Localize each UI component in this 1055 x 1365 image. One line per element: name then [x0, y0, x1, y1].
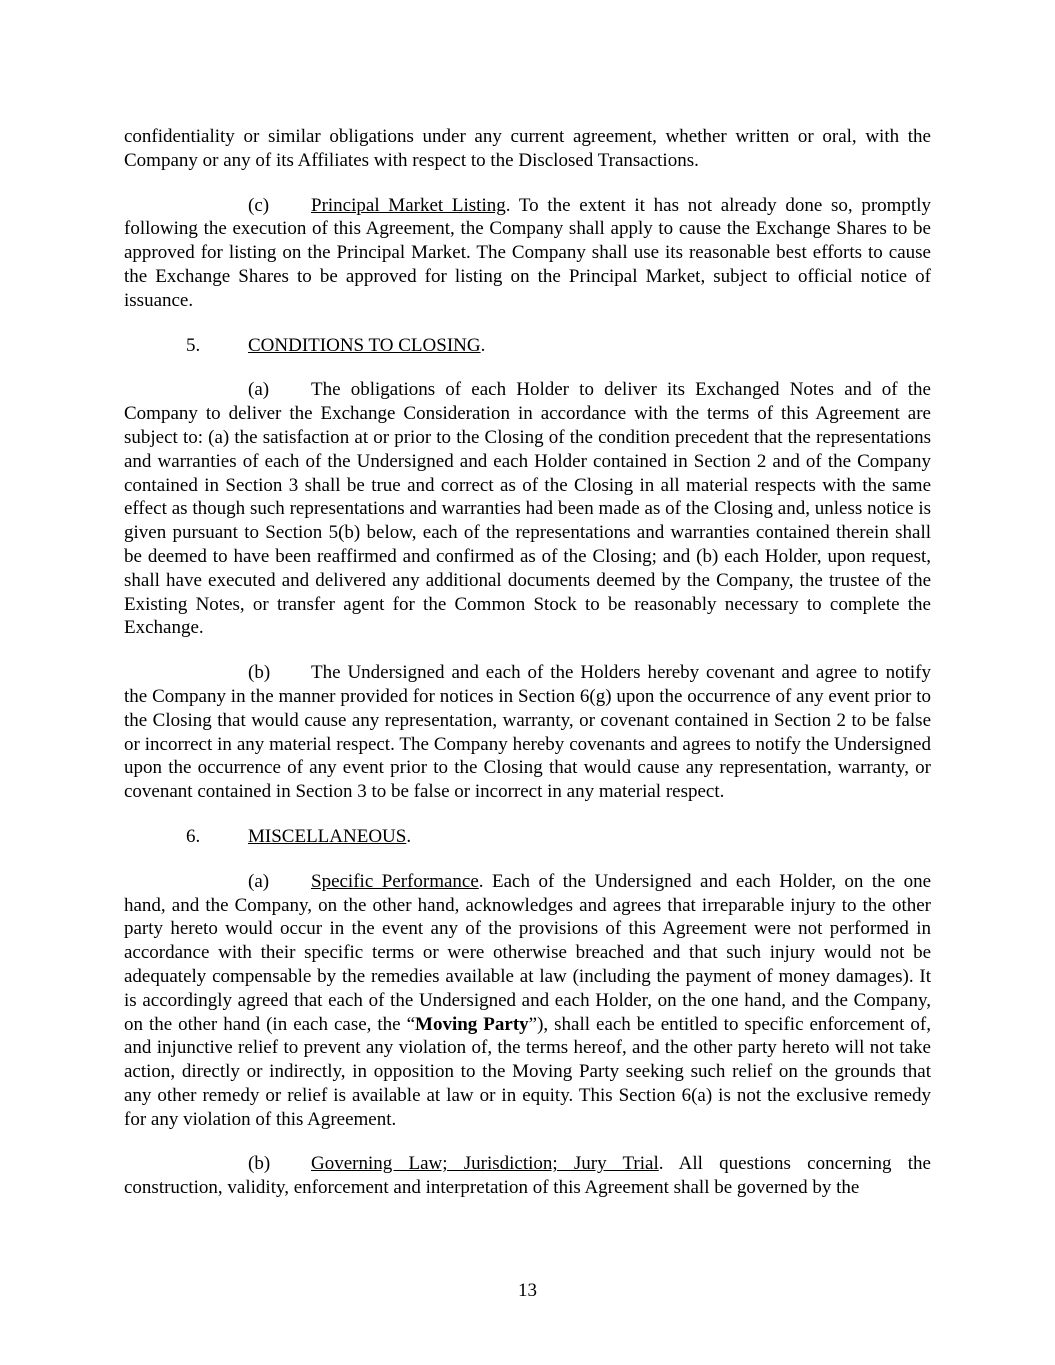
moving-party-term: Moving Party: [415, 1013, 529, 1035]
document-body: [124, 125, 931, 1200]
page-number: 13: [518, 1280, 537, 1301]
section-6a-text-1: . Each of the Undersigned and each Holder, on the one hand, and the Company, on the other hand, acknowledges and agrees that irreparable injury to the other party hereto would occur in the event any of the provisions of this Agreement were not performed in accordance with their specific terms or were otherwise breached and that such injury would not be adequately compensable by the remedies available at law (including the payment of money damages). It is accordingly agreed that each of the Undersigned and each Holder, on the one hand, and the Company, on the other hand (in each case, the “: [124, 870, 932, 1035]
section-5a-label: (a): [248, 379, 270, 401]
section-6b-label: (b): [248, 1153, 271, 1175]
section-4c-text: . To the extent it has not already done so, promptly following the execution of this Agreement, the Company shall apply to cause the Exchange Shares to be approved for listing on the Principal Market. The Company shall use its reasonable best efforts to cause the Exchange Shares to be approved for listing on the Principal Market, subject to official notice of issuance.: [124, 194, 931, 311]
section-6-heading: [124, 825, 931, 849]
section-6a-text-2: ”), shall each be entitled to specific enforcement of, and injunctive relief to prevent any violation of, the terms hereof, and the other party hereto will not take action, directly or indirectly, in opposition to the Moving Party seeking such relief on the grounds that any other remedy or relief is available at law or in equity. This Section 6(a) is not the exclusive remedy for any violation of this Agreement.: [124, 1013, 931, 1130]
section-5-number: 5.: [186, 334, 201, 356]
section-4c-paragraph: [124, 194, 931, 313]
section-6-number: 6.: [186, 825, 201, 847]
continued-paragraph: confidentiality or similar obligations under any current agreement, whether written or oral, with the Company or any of its Affiliates with respect to the Disclosed Transactions.: [124, 126, 931, 171]
section-5b-label: (b): [248, 662, 271, 684]
section-6-title: MISCELLANEOUS: [248, 825, 407, 847]
section-6b-text: . All questions concerning the construction, validity, enforcement and interpretation of this Agreement shall be governed by the: [124, 1153, 931, 1199]
section-6b-title: Governing Law; Jurisdiction; Jury Trial: [311, 1153, 659, 1175]
section-4c-title: Principal Market Listing: [311, 194, 506, 216]
section-5a-text: The obligations of each Holder to deliver its Exchanged Notes and of the Company to deliver the Exchange Consideration in accordance with the terms of this Agreement are subject to: (a) the satisfaction at or prior to the Closing of the condition precedent that the representations and warranties of each of the Undersigned and each Holder contained in Section 2 and of the Company contained in Section 3 shall be true and correct as of the Closing in all material respects with the same effect as though such representations and warranties had been made as of the Closing and, unless notice is given pursuant to Section 5(b) below, each of the representations and warranties contained therein shall be deemed to have been reaffirmed and confirmed as of the Closing; and (b) each Holder, upon request, shall have executed and delivered any additional documents deemed by the Company, the trustee of the Existing Notes, or transfer agent for the Common Stock to be reasonably necessary to complete the Exchange.: [124, 379, 931, 639]
section-4c-label: (c): [248, 194, 270, 216]
section-6a-title: Specific Performance: [311, 870, 479, 892]
section-6a-label: (a): [248, 870, 270, 892]
section-5a-paragraph: [124, 378, 931, 640]
section-5-heading: [124, 334, 931, 358]
section-6-title-end: .: [406, 825, 412, 847]
section-5b-text: The Undersigned and each of the Holders hereby covenant and agree to notify the Company in the manner provided for notices in Section 6(g) upon the occurrence of any event prior to the Closing that would cause any representation, warranty, or covenant contained in Section 2 to be false or incorrect in any material respect. The Company hereby covenants and agrees to notify the Undersigned upon the occurrence of any event prior to the Closing that would cause any representation, warranty, or covenant contained in Section 3 to be false or incorrect in any material respect.: [124, 662, 931, 803]
section-5-title-end: .: [480, 334, 486, 356]
section-6b-paragraph: [124, 1152, 931, 1200]
section-6a-paragraph: [124, 870, 931, 1132]
section-5-title: CONDITIONS TO CLOSING: [248, 334, 481, 356]
section-5b-paragraph: [124, 661, 931, 804]
